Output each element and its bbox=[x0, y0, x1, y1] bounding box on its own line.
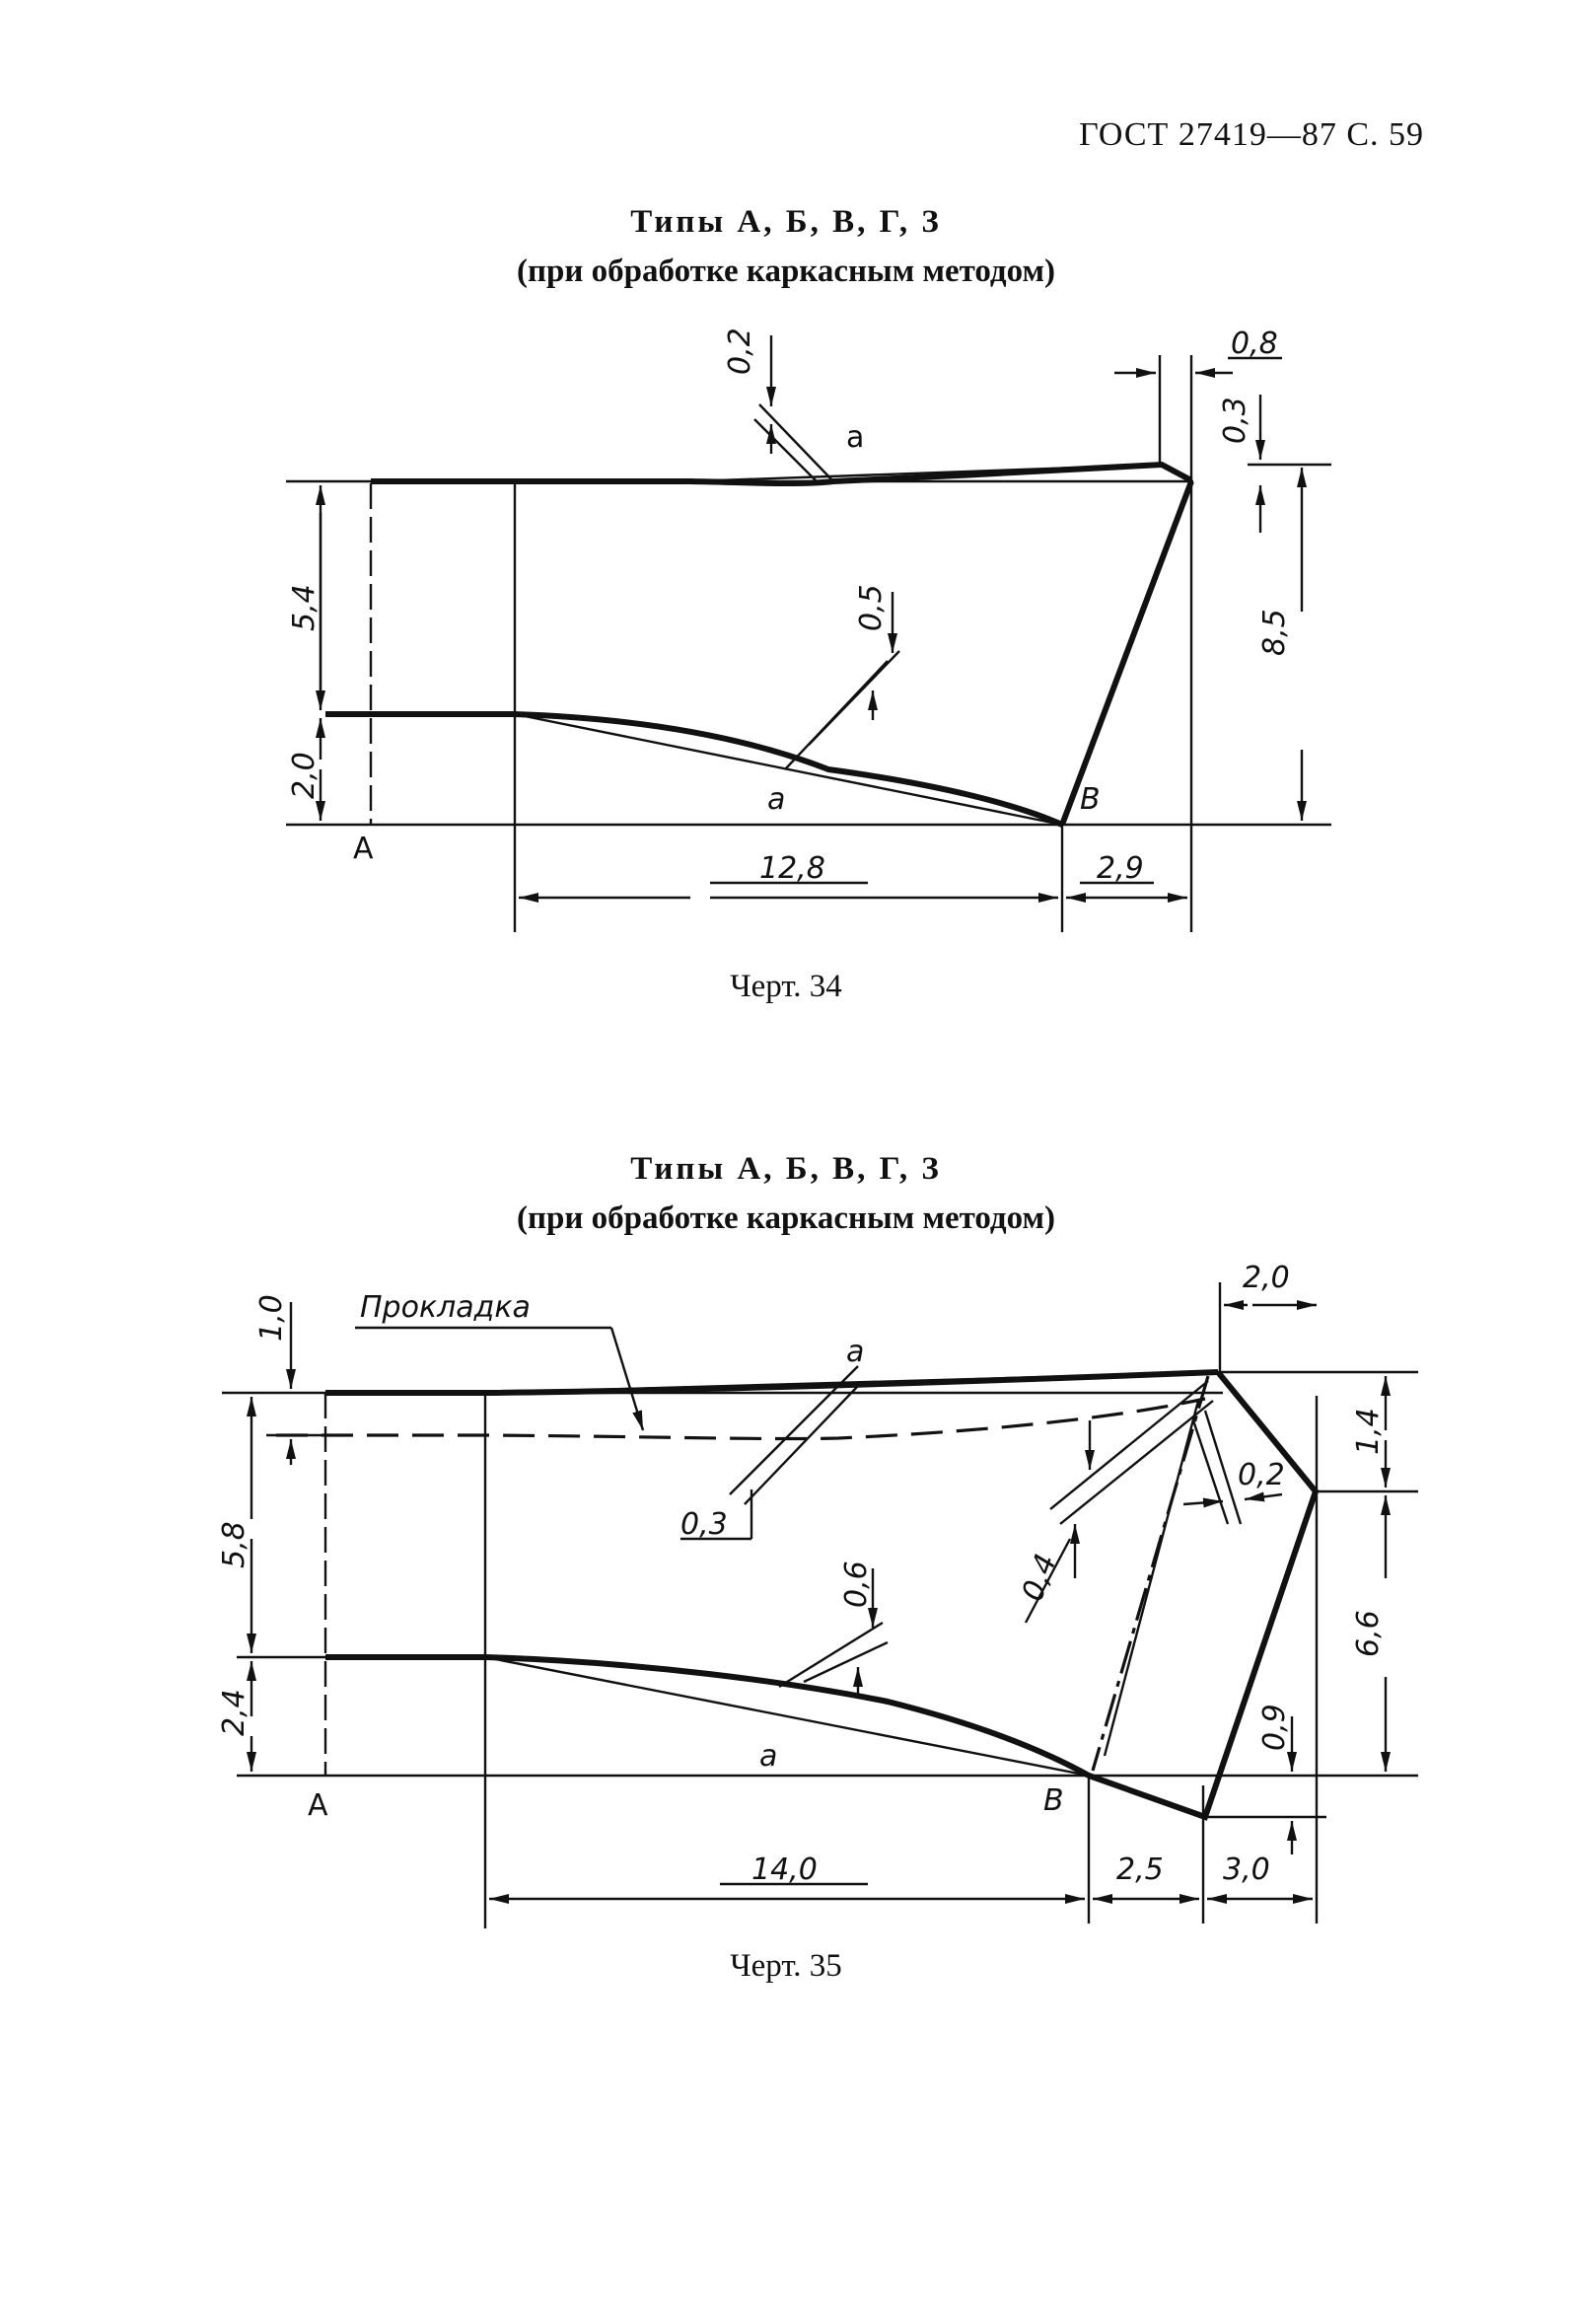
fig35-lower-chord bbox=[485, 1657, 1089, 1776]
page-header: ГОСТ 27419—87 С. 59 bbox=[1079, 116, 1424, 153]
fig34-lower-contour bbox=[325, 714, 1062, 825]
fig34-label-0-8: 0,8 bbox=[1231, 327, 1278, 361]
fig35-leader-prokladka bbox=[611, 1328, 643, 1430]
fig35-label-0-2: 0,2 bbox=[1238, 1458, 1285, 1492]
fig34-label-a-bottom: а bbox=[767, 782, 786, 817]
fig34-label-0-3: 0,3 bbox=[1218, 397, 1252, 444]
figure34-drawing bbox=[286, 327, 1331, 932]
figure34-title-line2: (при обработке каркасным методом) bbox=[517, 254, 1055, 289]
fig35-label-a-bottom: а bbox=[759, 1739, 778, 1774]
fig35-label-0-9: 0,9 bbox=[1257, 1704, 1292, 1751]
fig35-lower-contour bbox=[325, 1657, 1089, 1776]
fig35-leader-0-4a bbox=[1050, 1381, 1208, 1509]
fig35-label-0-6: 0,6 bbox=[839, 1561, 874, 1608]
fig35-arrow-0-2b bbox=[1183, 1501, 1223, 1504]
fig35-label-3-0: 3,0 bbox=[1223, 1852, 1270, 1887]
fig34-label-0-5: 0,5 bbox=[854, 584, 889, 631]
fig35-label-2-5: 2,5 bbox=[1116, 1852, 1164, 1887]
fig35-label-14-0: 14,0 bbox=[751, 1852, 818, 1887]
fig35-leader-0-6b bbox=[804, 1642, 888, 1682]
fig35-pad-line bbox=[276, 1399, 1205, 1439]
fig34-label-12-8: 12,8 bbox=[759, 851, 825, 886]
fig34-label-B: В bbox=[1080, 782, 1101, 817]
fig35-top-chord bbox=[485, 1372, 1218, 1393]
fig35-leader-0-6a bbox=[779, 1623, 883, 1687]
fig35-label-0-3: 0,3 bbox=[680, 1507, 728, 1542]
fig35-label-1-0: 1,0 bbox=[254, 1294, 289, 1342]
figure35-title-line2: (при обработке каркасным методом) bbox=[517, 1200, 1055, 1236]
figure35-drawing bbox=[217, 1261, 1418, 1928]
fig35-leader-0-4b bbox=[1060, 1401, 1213, 1524]
fig34-leader-0-2b bbox=[754, 419, 819, 483]
fig34-label-8-5: 8,5 bbox=[1257, 609, 1292, 656]
fig34-label-a-top: а bbox=[846, 420, 865, 455]
fig34-leader-0-5b bbox=[809, 651, 899, 745]
figure35-caption: Черт. 35 bbox=[730, 1948, 842, 1984]
fig35-label-2-0: 2,0 bbox=[1243, 1261, 1290, 1295]
fig34-label-5-4: 5,4 bbox=[287, 584, 322, 631]
fig35-side-dashdot bbox=[1093, 1376, 1208, 1771]
fig35-leader-0-3b bbox=[745, 1386, 858, 1504]
figure34-caption: Черт. 34 bbox=[730, 969, 842, 1004]
fig34-side-line bbox=[1062, 481, 1191, 825]
fig34-label-0-2: 0,2 bbox=[723, 327, 757, 375]
figure35-title-line1: Типы А, Б, В, Г, З bbox=[630, 1151, 942, 1187]
fig35-leader-0-2a bbox=[1193, 1420, 1228, 1524]
fig35-label-a-top: а bbox=[846, 1335, 865, 1369]
fig34-label-2-0: 2,0 bbox=[287, 752, 322, 799]
fig34-label-2-9: 2,9 bbox=[1097, 851, 1144, 886]
fig35-label-prokladka: Прокладка bbox=[360, 1290, 531, 1325]
fig35-label-A: А bbox=[308, 1788, 328, 1823]
fig35-label-B: В bbox=[1043, 1783, 1064, 1818]
fig35-label-5-8: 5,8 bbox=[217, 1521, 251, 1568]
fig35-arrow-0-2 bbox=[1245, 1494, 1282, 1499]
fig35-label-2-4: 2,4 bbox=[217, 1689, 251, 1736]
fig35-label-6-6: 6,6 bbox=[1351, 1610, 1386, 1657]
fig34-label-A: А bbox=[353, 832, 374, 866]
fig35-label-1-4: 1,4 bbox=[1351, 1408, 1386, 1455]
fig35-label-0-4: 0,4 bbox=[1015, 1549, 1064, 1606]
figure34-title-line1: Типы А, Б, В, Г, З bbox=[630, 204, 942, 240]
fig34-lower-chord bbox=[515, 714, 1062, 825]
